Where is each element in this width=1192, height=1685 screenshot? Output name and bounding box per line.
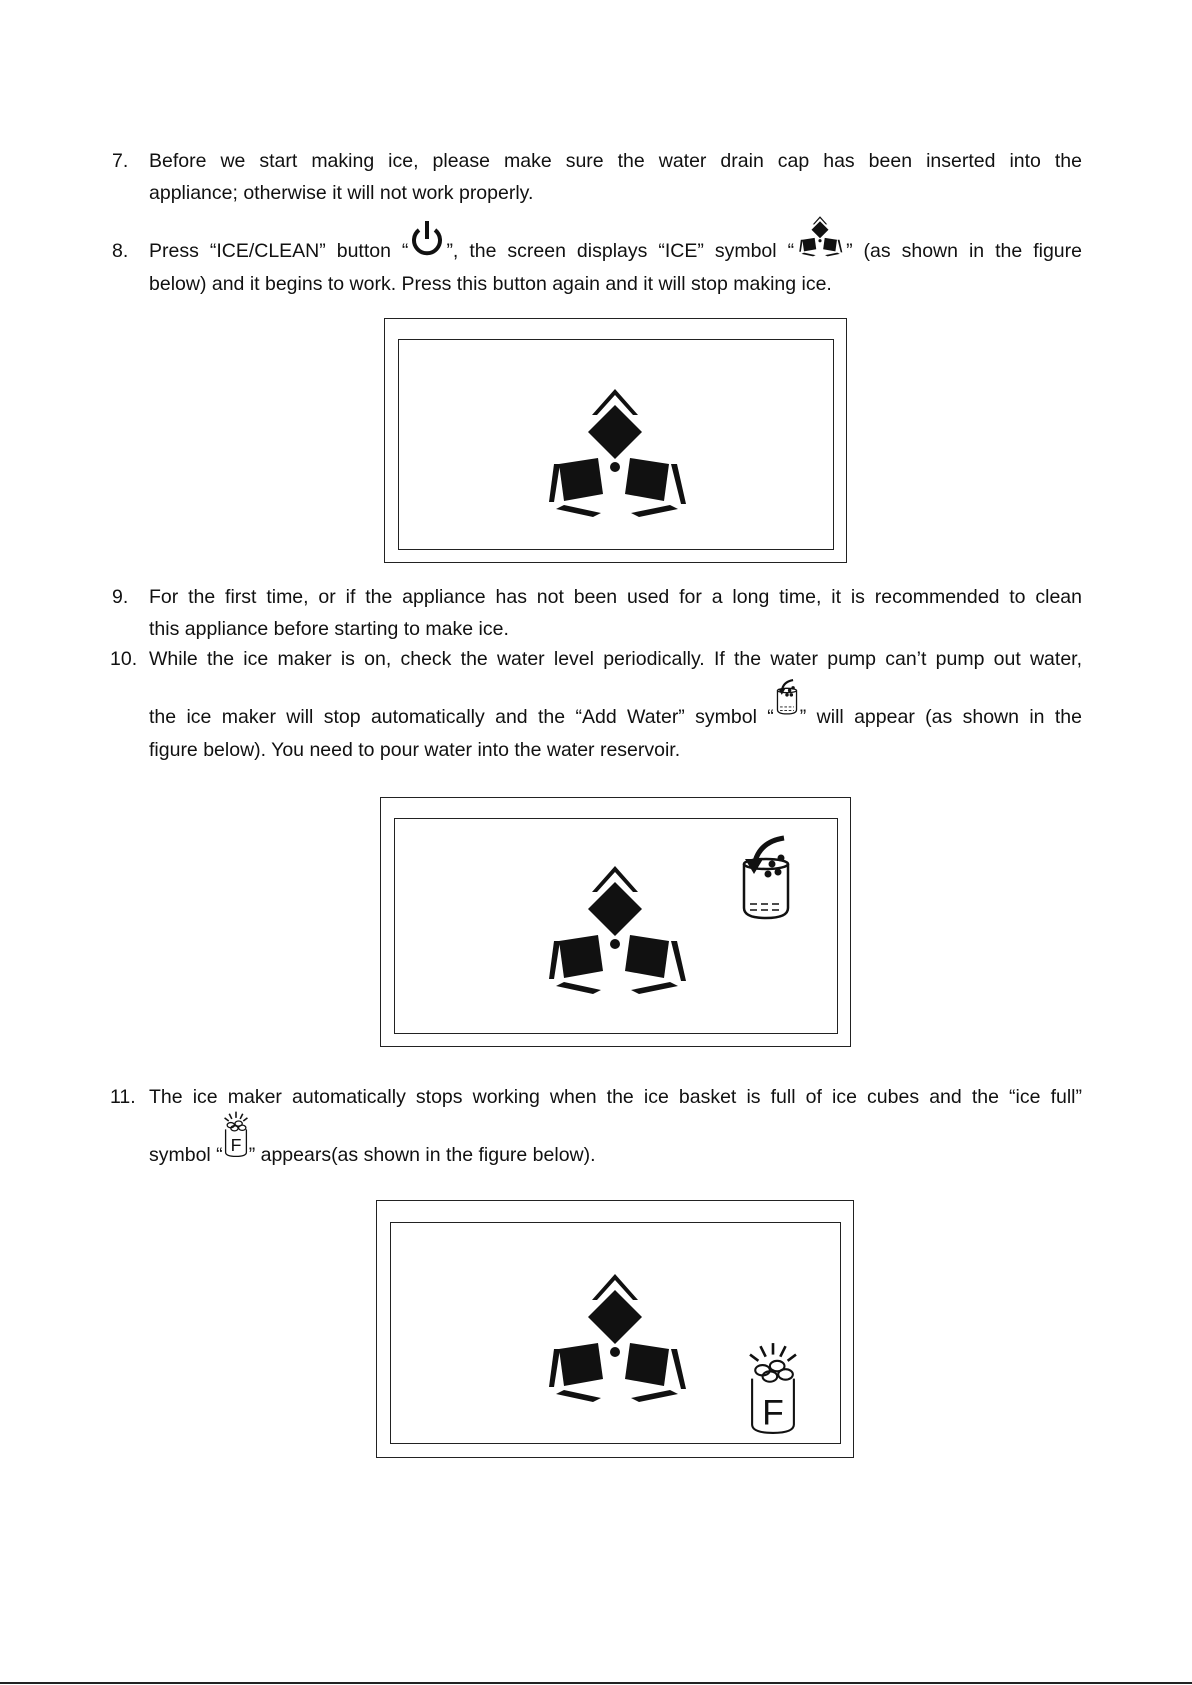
- item-text-segment: ”, the screen displays “ICE” symbol “: [446, 240, 795, 262]
- add-water-icon: [736, 834, 796, 924]
- item-text-line: this appliance before starting to make ice.: [149, 618, 509, 640]
- item-number: 8.: [112, 240, 129, 262]
- item-text-line: [149, 701, 1082, 734]
- item-text-segment: Press “ICE/CLEAN” button “: [149, 240, 409, 262]
- ice-full-letter: F: [230, 1135, 242, 1156]
- item-number: 7.: [112, 150, 129, 172]
- item-number: 9.: [112, 586, 129, 608]
- power-icon: [408, 236, 446, 268]
- item-text-line: Before we start making ice, please make sure the water drain cap has been inserted into the: [149, 150, 1082, 172]
- ice-cubes-icon: [540, 859, 690, 999]
- item-text-line: figure below). You need to pour water into the water reservoir.: [149, 738, 681, 761]
- item-text-line: The ice maker automatically stops working when the ice basket is full of ice cubes and the “ice full”: [149, 1086, 1082, 1108]
- item-text-segment: ” will appear (as shown in the: [799, 706, 1082, 728]
- item-text-segment: ” appears(as shown in the figure below).: [248, 1144, 596, 1166]
- ice-cubes-icon: [540, 382, 690, 522]
- item-text-segment: ” (as shown in the figure: [846, 240, 1082, 262]
- item-text-line: appliance; otherwise it will not work properly.: [149, 182, 534, 204]
- ice-full-icon: [223, 1135, 249, 1172]
- item-text-segment: symbol “: [149, 1144, 223, 1166]
- ice-cubes-icon: [540, 1267, 690, 1407]
- ice-full-letter: F: [762, 1392, 784, 1433]
- ice-cubes-icon: [794, 236, 846, 268]
- ice-full-icon: [746, 1341, 800, 1435]
- item-text-line: For the first time, or if the appliance has not been used for a long time, it is recommended to clean: [149, 586, 1082, 608]
- add-water-icon: [774, 702, 800, 734]
- item-number: 11.: [110, 1086, 136, 1108]
- item-number: 10.: [110, 648, 138, 670]
- item-text-line: [149, 1135, 1082, 1172]
- item-text-line: [149, 235, 1082, 268]
- item-text-line: below) and it begins to work. Press this button again and it will stop making ice.: [149, 272, 832, 295]
- item-text-segment: the ice maker will stop automatically and the “Add Water” symbol “: [149, 706, 774, 728]
- item-text-line: While the ice maker is on, check the water level periodically. If the water pump can’t pump out water,: [149, 648, 1082, 670]
- page-bottom-rule: [0, 1682, 1192, 1684]
